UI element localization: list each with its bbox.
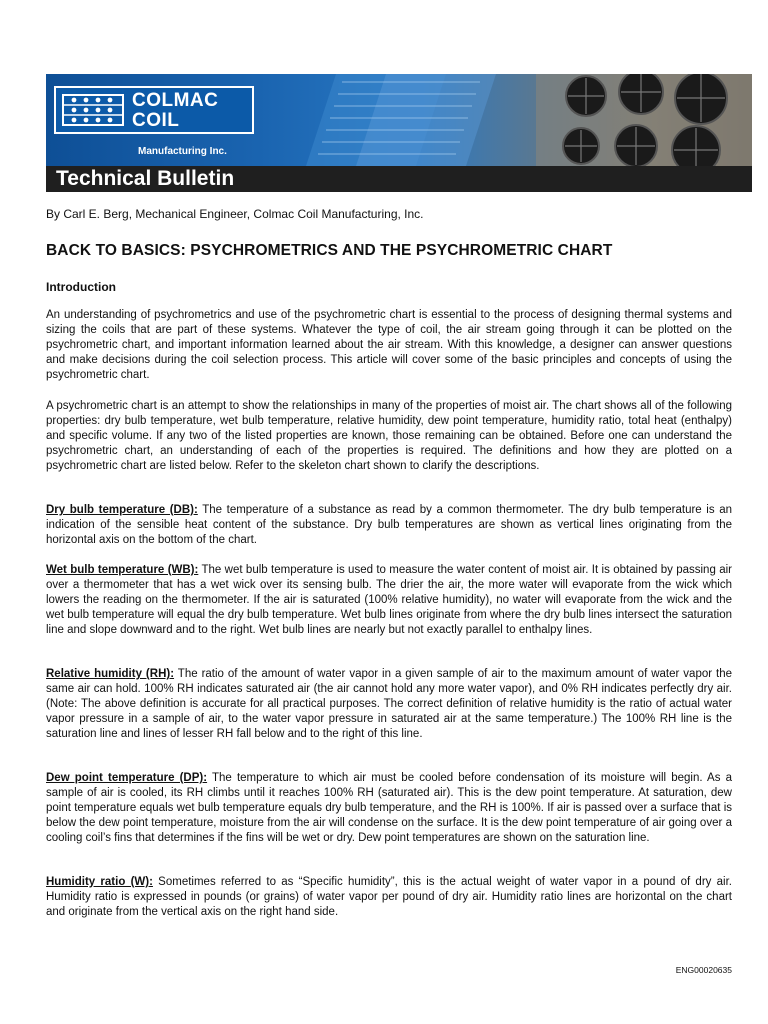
logo-wordmark [132, 91, 218, 131]
logo-line1: COLMAC [132, 90, 219, 111]
definition-term: Wet bulb temperature (WB): [46, 564, 199, 576]
definition-term: Relative humidity (RH): [46, 668, 175, 680]
introduction-heading: Introduction [46, 280, 116, 294]
coil-panel-graphic [306, 74, 496, 166]
coil-product-image [296, 74, 752, 166]
definition-text: The wet bulb temperature is used to measure the water content of moist air. It is obtained by passing air over a thermometer that has a wet wick over its sensing bulb. The drier the air, the more water will evaporate from the wick which lowers the reading on the thermometer. If the air is saturated (100% relative humidity), no water will evaporate from the wick and the wet bulb temperature will equal the dry bulb temperature. Wet bulb lines originate from where the dry bulb lines intersect the saturation line and slope downward and to the right. Wet bulb lines are nearly but not exactly parallel to enthalpy lines. [46, 564, 732, 636]
logo-subtitle: Manufacturing Inc. [138, 146, 227, 157]
bulletin-title: Technical Bulletin [56, 167, 235, 190]
definition-term: Humidity ratio (W): [46, 876, 153, 888]
company-logo [54, 86, 254, 134]
definition-text: The temperature of a substance as read by a common thermometer. The dry bulb temperature is an indication of the sensible heat content of the substance. Dry bulb temperatures are shown as vertical lines originating from the horizontal axis on the bottom of the chart. [46, 504, 732, 546]
definition-text: The ratio of the amount of water vapor in a given sample of air to the maximum amount of water vapor the same air can hold. 100% RH indicates saturated air (the air cannot hold any more water vapor), and 0% RH indicates perfectly dry air. (Note: The above definition is accurate for all practical purposes. The correct definition of relative humidity is the ratio of actual water vapor pressure in a sample of air, to the water vapor pressure in saturated air at the same temperature.) The 100% RH line is the saturation line and lines of lesser RH fall below and to the right of this line. [46, 668, 733, 740]
definition-humidity-ratio [46, 875, 732, 920]
definition-dry-bulb [46, 503, 732, 548]
author-byline: By Carl E. Berg, Mechanical Engineer, Colmac Coil Manufacturing, Inc. [46, 207, 424, 221]
definition-text: Sometimes referred to as “Specific humidity”, this is the actual weight of water vapor in a pound of dry air. Humidity ratio is expressed in pounds (or grains) of water vapor per pound of dry air. Humidity ratio lines are horizontal on the chart and originate from the vertical axis on the right hand side. [46, 876, 732, 918]
header-banner [46, 74, 752, 192]
intro-paragraph-1: An understanding of psychrometrics and use of the psychrometric chart is essential to the process of designing thermal systems and sizing the coils that are part of these systems. Whatever the type of coil, the air stream going through it can be plotted on the psychrometric chart, and important information learned about the air stream. With this knowledge, a designer can answer questions and make decisions during the coil selection process. This article will cover some of the basic principles and concepts of using the psychrometric chart. [46, 309, 732, 381]
logo-line2: COIL [132, 110, 180, 131]
definition-wet-bulb [46, 563, 732, 638]
definition-relative-humidity [46, 667, 732, 742]
intro-paragraph-2: A psychrometric chart is an attempt to show the relationships in many of the properties of moist air. The chart shows all of the following properties: dry bulb temperature, wet bulb temperature, relative humidity, dew point temperature, humidity ratio, total heat (enthalpy) and specific volume. If any two of the listed properties are known, those remaining can be obtained. Before one can understand the psychrometric chart, an understanding of each of the properties is required. The definitions and how they are plotted on a psychrometric chart are listed below. Refer to the skeleton chart shown to clarify the descriptions. [46, 400, 732, 472]
coil-logo-icon [62, 94, 124, 126]
banner-title-bar [46, 166, 752, 192]
definition-text: The temperature to which air must be cooled before condensation of its moisture will begin. As a sample of air is cooled, its RH climbs until it reaches 100% RH (saturated air). This is the dew point temperature. At saturation, dew point temperature equals wet bulb temperature equals dry bulb temperature, and the RH is 100%. If air is passed over a surface that is below the dew point temperature, moisture from the air will condense on the surface. It is the dew point temperature of air going over a cooling coil’s fins that determines if the fins will be wet or dry. Dew point temperatures are shown on the saturation line. [46, 772, 732, 844]
fan-graphics [536, 74, 752, 166]
definition-term: Dew point temperature (DP): [46, 772, 208, 784]
document-code: ENG00020635 [675, 965, 732, 975]
definition-term: Dry bulb temperature (DB): [46, 504, 198, 516]
document-title: BACK TO BASICS: PSYCHROMETRICS AND THE PSYCHROMETRIC CHART [46, 242, 613, 259]
definition-dew-point [46, 771, 732, 846]
banner-image-area [46, 74, 752, 166]
